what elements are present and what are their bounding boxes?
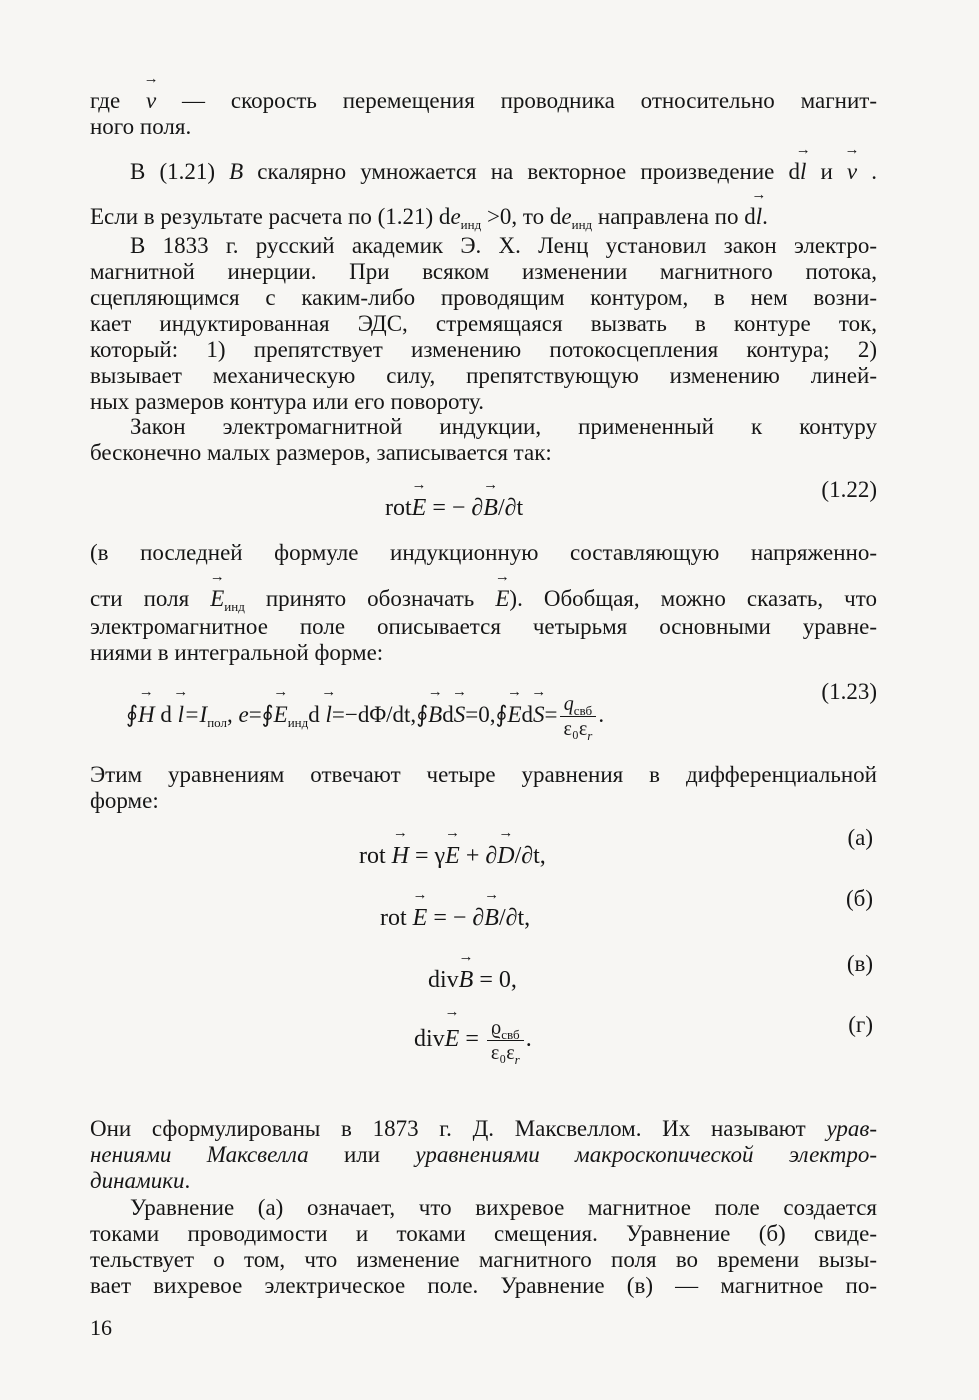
- text-line-6: магнитной инерции. При всяком изменении магнитного потока,: [90, 259, 877, 284]
- text-line-11: ных размеров контура или его повороту.: [90, 389, 484, 414]
- text-line-13: бесконечно малых размеров, записывается так:: [90, 440, 552, 465]
- text-line-26: вает вихревое электрическое поле. Уравнение (в) — магнитное по-: [90, 1273, 877, 1298]
- equation-number-g: (г): [848, 1012, 873, 1037]
- equation-number-b: (б): [845, 886, 873, 911]
- text-line-9: который: 1) препятствует изменению потокосцепления контура; 2): [90, 337, 877, 362]
- text-line-10: вызывает механическую силу, препятствующую изменению линей-: [90, 363, 877, 388]
- text-line-1: где → v — скорость перемещения проводника относительно магнит-: [90, 88, 877, 114]
- text-line-19: форме:: [90, 788, 159, 813]
- text-line-16: электромагнитное поле описывается четырьмя основными уравне-: [90, 614, 877, 639]
- text-line-22: динамики.: [90, 1168, 191, 1193]
- text-line-12: Закон электромагнитной индукции, примененный к контуру: [130, 414, 877, 439]
- text-line-25: тельствует о том, что изменение магнитного поля во времени вызы-: [90, 1247, 877, 1272]
- equation-b: rot → E = − ∂→ B/∂t,: [380, 904, 530, 932]
- text-line-21: нениями Максвелла или уравнениями макроскопической электро-: [90, 1142, 877, 1167]
- equation-1-22: rot→ E = − ∂→ B/∂t: [385, 494, 523, 522]
- fraction: $\frac{ϱ_{свб}}{\varepsilon_0\varepsilon_r}$: [487, 1016, 524, 1065]
- equation-1-23: ∮→ H $d \to l=I_{пол}$, e=∮→ $E_{инд}d$ → l=−dΦ/dt,∮→ Bd→ S=0,∮→ Ed→ S= $\frac{q_{свб}}{\varepsilon_0\varepsilon_r}$ .: [126, 692, 604, 741]
- text-line-3: В (1.21) B скалярно умножается на векторное произведение d→ l и → v .: [130, 159, 877, 185]
- text-line-23: Уравнение (а) означает, что вихревое магнитное поле создается: [130, 1195, 877, 1220]
- text-line-7: сцепляющимся с каким-либо проводящим контуром, в нем возни-: [90, 285, 877, 310]
- text-line-4: Если в результате расчета по (1.21) $de_{инд} >0$, то $de_{инд}$ направлена по d→ l.: [90, 204, 877, 230]
- text-line-5: В 1833 г. русский академик Э. Х. Ленц установил закон электро-: [130, 233, 877, 258]
- equation-number-1-23: (1.23): [821, 679, 877, 704]
- text-line-24: токами проводимости и токами смещения. Уравнение (б) свиде-: [90, 1221, 877, 1246]
- equation-number-v: (в): [846, 951, 873, 976]
- equation-number-a: (а): [847, 825, 873, 850]
- text-line-18: Этим уравнениям отвечают четыре уравнения в дифференциальной: [90, 762, 877, 787]
- text-line-17: ниями в интегральной форме:: [90, 640, 384, 665]
- equation-number-1-22: (1.22): [821, 477, 877, 502]
- equation-g: div→ E = $\frac{ϱ_{свб}}{\varepsilon_0\varepsilon_r}$ .: [414, 1016, 532, 1065]
- text-line-8: кает индуктированная ЭДС, стремящаяся вызвать в контуре ток,: [90, 311, 877, 336]
- equation-v: div→ B = 0,: [428, 966, 517, 994]
- text-line-15: сти поля → $E_{инд}$ принято обозначать → E). Обобщая, можно сказать, что: [90, 586, 877, 612]
- fraction: $\frac{q_{свб}}{\varepsilon_0\varepsilon_r}$: [560, 692, 597, 741]
- text-line-20: Они сформулированы в 1873 г. Д. Максвеллом. Их называют урав-: [90, 1116, 877, 1141]
- contour-integral-symbol: ∮: [126, 701, 138, 727]
- page-number: 16: [90, 1315, 112, 1340]
- text-line-14: (в последней формуле индукционную составляющую напряженно-: [90, 540, 877, 565]
- text-line-2: ного поля.: [90, 114, 192, 139]
- equation-a: rot → H = γ→ E + ∂→ D/∂t,: [359, 842, 546, 870]
